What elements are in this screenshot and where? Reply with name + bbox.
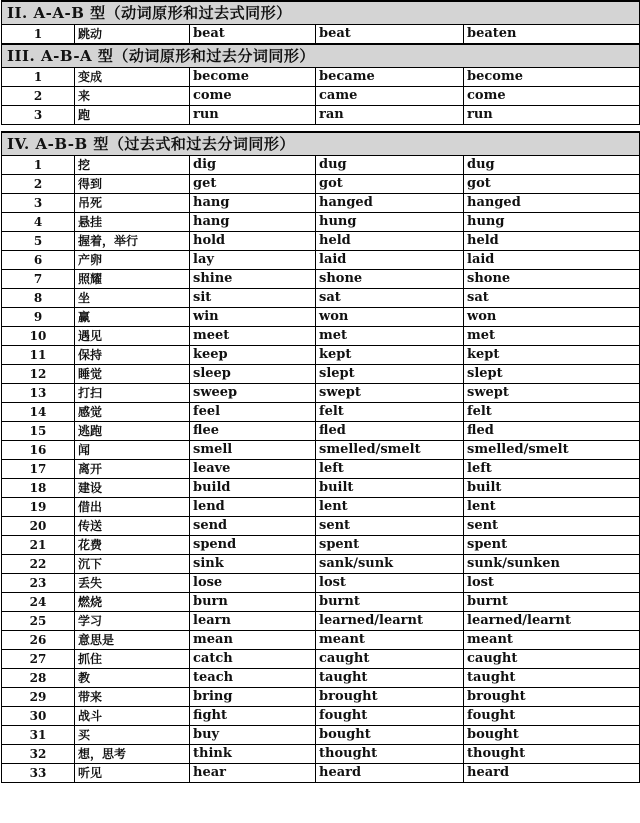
chinese-meaning: 离开 (75, 460, 190, 479)
base-form: bring (190, 688, 316, 707)
table-row (2, 422, 640, 441)
past-tense: slept (316, 365, 464, 384)
base-form: beat (190, 25, 316, 45)
base-form: fight (190, 707, 316, 726)
past-participle: felt (464, 403, 640, 422)
table-row (2, 308, 640, 327)
past-participle: dug (464, 156, 640, 175)
row-number: 28 (2, 669, 75, 688)
past-tense: felt (316, 403, 464, 422)
past-participle: shone (464, 270, 640, 289)
table-row (2, 25, 640, 45)
past-tense: came (316, 87, 464, 106)
chinese-meaning: 逃跑 (75, 422, 190, 441)
row-number: 21 (2, 536, 75, 555)
section-title: II. A-A-B 型（动词原形和过去式同形） (2, 1, 640, 25)
table-row (2, 327, 640, 346)
chinese-meaning: 产卵 (75, 251, 190, 270)
chinese-meaning: 保持 (75, 346, 190, 365)
past-tense: taught (316, 669, 464, 688)
base-form: feel (190, 403, 316, 422)
table-row (2, 232, 640, 251)
past-tense: swept (316, 384, 464, 403)
base-form: hear (190, 764, 316, 783)
row-number: 19 (2, 498, 75, 517)
row-number: 24 (2, 593, 75, 612)
past-tense: beat (316, 25, 464, 45)
table-row (2, 574, 640, 593)
table-row (2, 745, 640, 764)
past-participle: meant (464, 631, 640, 650)
base-form: lend (190, 498, 316, 517)
table-row (2, 106, 640, 125)
table-row (2, 517, 640, 536)
row-number: 10 (2, 327, 75, 346)
base-form: run (190, 106, 316, 125)
base-form: leave (190, 460, 316, 479)
table-row (2, 194, 640, 213)
row-number: 2 (2, 87, 75, 106)
past-tense: hung (316, 213, 464, 232)
past-tense: fought (316, 707, 464, 726)
past-tense: meant (316, 631, 464, 650)
chinese-meaning: 感觉 (75, 403, 190, 422)
base-form: think (190, 745, 316, 764)
chinese-meaning: 挖 (75, 156, 190, 175)
past-participle: run (464, 106, 640, 125)
past-tense: sank/sunk (316, 555, 464, 574)
chinese-meaning: 抓住 (75, 650, 190, 669)
base-form: meet (190, 327, 316, 346)
past-tense: laid (316, 251, 464, 270)
row-number: 8 (2, 289, 75, 308)
base-form: flee (190, 422, 316, 441)
base-form: keep (190, 346, 316, 365)
chinese-meaning: 传送 (75, 517, 190, 536)
row-number: 18 (2, 479, 75, 498)
row-number: 1 (2, 68, 75, 87)
table-row (2, 631, 640, 650)
table-row (2, 87, 640, 106)
past-tense: got (316, 175, 464, 194)
base-form: buy (190, 726, 316, 745)
table-row (2, 555, 640, 574)
table-row (2, 403, 640, 422)
table-row (2, 251, 640, 270)
row-number: 15 (2, 422, 75, 441)
past-participle: got (464, 175, 640, 194)
chinese-meaning: 建设 (75, 479, 190, 498)
verb-table-body (2, 1, 640, 783)
table-row (2, 650, 640, 669)
chinese-meaning: 打扫 (75, 384, 190, 403)
row-number: 25 (2, 612, 75, 631)
past-participle: hanged (464, 194, 640, 213)
section-header (2, 132, 640, 156)
base-form: sink (190, 555, 316, 574)
past-participle: fought (464, 707, 640, 726)
row-number: 1 (2, 25, 75, 45)
past-participle: sunk/sunken (464, 555, 640, 574)
chinese-meaning: 听见 (75, 764, 190, 783)
past-tense: brought (316, 688, 464, 707)
past-participle: become (464, 68, 640, 87)
past-tense: left (316, 460, 464, 479)
past-tense: thought (316, 745, 464, 764)
row-number: 3 (2, 194, 75, 213)
table-row (2, 593, 640, 612)
base-form: send (190, 517, 316, 536)
past-participle: brought (464, 688, 640, 707)
past-tense: caught (316, 650, 464, 669)
row-number: 20 (2, 517, 75, 536)
table-row (2, 156, 640, 175)
table-row (2, 270, 640, 289)
chinese-meaning: 燃烧 (75, 593, 190, 612)
base-form: hang (190, 194, 316, 213)
past-participle: thought (464, 745, 640, 764)
past-participle: swept (464, 384, 640, 403)
row-number: 13 (2, 384, 75, 403)
past-participle: taught (464, 669, 640, 688)
base-form: hold (190, 232, 316, 251)
past-tense: hanged (316, 194, 464, 213)
base-form: burn (190, 593, 316, 612)
row-number: 16 (2, 441, 75, 460)
base-form: spend (190, 536, 316, 555)
row-number: 29 (2, 688, 75, 707)
row-number: 31 (2, 726, 75, 745)
row-number: 33 (2, 764, 75, 783)
table-row (2, 213, 640, 232)
verb-table (1, 0, 640, 783)
table-row (2, 612, 640, 631)
past-participle: laid (464, 251, 640, 270)
base-form: win (190, 308, 316, 327)
past-participle: heard (464, 764, 640, 783)
table-row (2, 707, 640, 726)
table-row (2, 688, 640, 707)
chinese-meaning: 丢失 (75, 574, 190, 593)
past-participle: lost (464, 574, 640, 593)
chinese-meaning: 握着，举行 (75, 232, 190, 251)
row-number: 22 (2, 555, 75, 574)
row-number: 30 (2, 707, 75, 726)
chinese-meaning: 照耀 (75, 270, 190, 289)
base-form: lay (190, 251, 316, 270)
chinese-meaning: 教 (75, 669, 190, 688)
chinese-meaning: 变成 (75, 68, 190, 87)
row-number: 9 (2, 308, 75, 327)
past-participle: hung (464, 213, 640, 232)
past-participle: kept (464, 346, 640, 365)
base-form: get (190, 175, 316, 194)
chinese-meaning: 意思是 (75, 631, 190, 650)
chinese-meaning: 得到 (75, 175, 190, 194)
past-participle: lent (464, 498, 640, 517)
table-row (2, 175, 640, 194)
past-participle: met (464, 327, 640, 346)
base-form: mean (190, 631, 316, 650)
past-tense: lost (316, 574, 464, 593)
base-form: shine (190, 270, 316, 289)
section-title: IV. A-B-B 型（过去式和过去分词同形） (2, 132, 640, 156)
base-form: sleep (190, 365, 316, 384)
past-tense: smelled/smelt (316, 441, 464, 460)
chinese-meaning: 悬挂 (75, 213, 190, 232)
past-participle: smelled/smelt (464, 441, 640, 460)
chinese-meaning: 坐 (75, 289, 190, 308)
chinese-meaning: 吊死 (75, 194, 190, 213)
table-row (2, 346, 640, 365)
row-number: 17 (2, 460, 75, 479)
chinese-meaning: 跑 (75, 106, 190, 125)
table-row (2, 289, 640, 308)
row-number: 3 (2, 106, 75, 125)
base-form: learn (190, 612, 316, 631)
row-number: 7 (2, 270, 75, 289)
past-participle: slept (464, 365, 640, 384)
past-tense: held (316, 232, 464, 251)
section-title: III. A-B-A 型（动词原形和过去分词同形） (2, 44, 640, 68)
chinese-meaning: 带来 (75, 688, 190, 707)
past-participle: caught (464, 650, 640, 669)
chinese-meaning: 学习 (75, 612, 190, 631)
row-number: 26 (2, 631, 75, 650)
past-tense: spent (316, 536, 464, 555)
past-tense: heard (316, 764, 464, 783)
past-tense: fled (316, 422, 464, 441)
past-tense: met (316, 327, 464, 346)
chinese-meaning: 想，思考 (75, 745, 190, 764)
section-header (2, 1, 640, 25)
past-tense: shone (316, 270, 464, 289)
table-row (2, 365, 640, 384)
past-tense: lent (316, 498, 464, 517)
chinese-meaning: 沉下 (75, 555, 190, 574)
base-form: dig (190, 156, 316, 175)
past-participle: beaten (464, 25, 640, 45)
past-tense: sat (316, 289, 464, 308)
row-number: 2 (2, 175, 75, 194)
chinese-meaning: 买 (75, 726, 190, 745)
row-number: 12 (2, 365, 75, 384)
row-number: 27 (2, 650, 75, 669)
base-form: smell (190, 441, 316, 460)
row-number: 4 (2, 213, 75, 232)
base-form: sweep (190, 384, 316, 403)
chinese-meaning: 战斗 (75, 707, 190, 726)
past-tense: learned/learnt (316, 612, 464, 631)
row-number: 11 (2, 346, 75, 365)
chinese-meaning: 睡觉 (75, 365, 190, 384)
past-participle: sent (464, 517, 640, 536)
table-row (2, 726, 640, 745)
table-row (2, 669, 640, 688)
base-form: lose (190, 574, 316, 593)
past-participle: burnt (464, 593, 640, 612)
chinese-meaning: 借出 (75, 498, 190, 517)
base-form: become (190, 68, 316, 87)
chinese-meaning: 来 (75, 87, 190, 106)
past-tense: built (316, 479, 464, 498)
past-participle: left (464, 460, 640, 479)
table-row (2, 384, 640, 403)
table-row (2, 460, 640, 479)
past-participle: bought (464, 726, 640, 745)
past-participle: spent (464, 536, 640, 555)
chinese-meaning: 花费 (75, 536, 190, 555)
table-row (2, 441, 640, 460)
past-participle: built (464, 479, 640, 498)
section-spacer (2, 125, 640, 133)
table-row (2, 68, 640, 87)
past-participle: won (464, 308, 640, 327)
chinese-meaning: 遇见 (75, 327, 190, 346)
past-tense: kept (316, 346, 464, 365)
past-tense: bought (316, 726, 464, 745)
base-form: come (190, 87, 316, 106)
past-tense: ran (316, 106, 464, 125)
base-form: hang (190, 213, 316, 232)
past-tense: became (316, 68, 464, 87)
table-row (2, 479, 640, 498)
base-form: sit (190, 289, 316, 308)
table-row (2, 498, 640, 517)
chinese-meaning: 闻 (75, 441, 190, 460)
past-tense: won (316, 308, 464, 327)
past-tense: dug (316, 156, 464, 175)
past-participle: learned/learnt (464, 612, 640, 631)
past-participle: fled (464, 422, 640, 441)
row-number: 5 (2, 232, 75, 251)
past-tense: sent (316, 517, 464, 536)
row-number: 1 (2, 156, 75, 175)
base-form: teach (190, 669, 316, 688)
row-number: 14 (2, 403, 75, 422)
section-header (2, 44, 640, 68)
base-form: build (190, 479, 316, 498)
table-row (2, 764, 640, 783)
past-participle: sat (464, 289, 640, 308)
row-number: 23 (2, 574, 75, 593)
chinese-meaning: 跳动 (75, 25, 190, 45)
past-participle: come (464, 87, 640, 106)
past-tense: burnt (316, 593, 464, 612)
base-form: catch (190, 650, 316, 669)
row-number: 6 (2, 251, 75, 270)
chinese-meaning: 赢 (75, 308, 190, 327)
past-participle: held (464, 232, 640, 251)
row-number: 32 (2, 745, 75, 764)
table-row (2, 536, 640, 555)
